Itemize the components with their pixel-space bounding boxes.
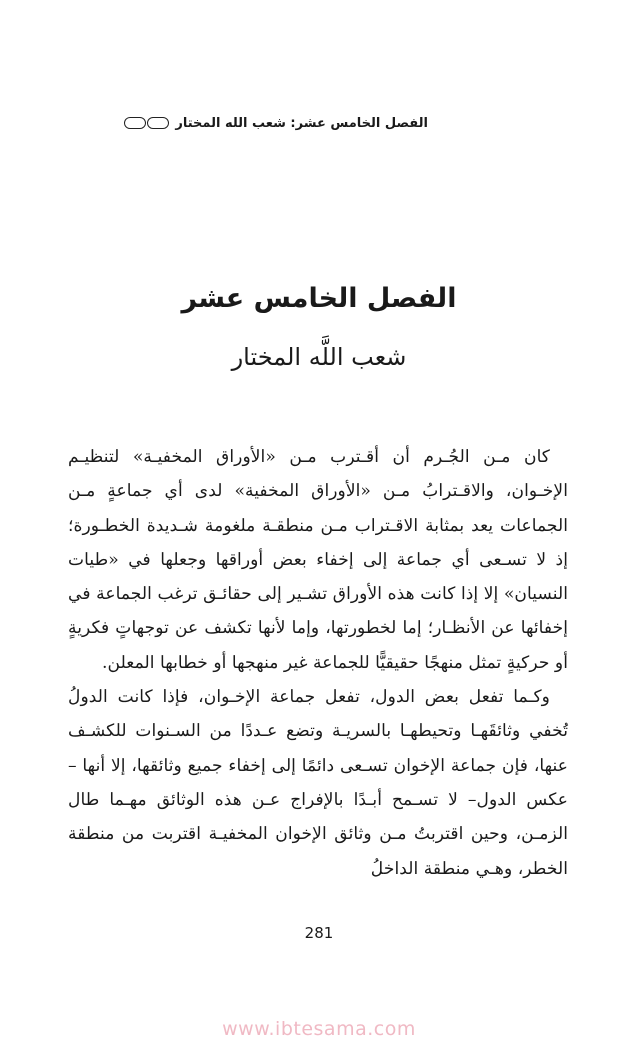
paragraph: كان مـن الجُـرم أن أقـترب مـن «الأوراق المخفيـة» لتنظيـم الإخـوان، والاقـترابُ مـن «الأوراق المخفية» لدى أي جماعةٍ مـن الجماعات يعد بمثابة الاقـتراب مـن منطقـة ملغومة شـديدة الخطـورة؛ إذ لا تسـعى أي جماعة إلى إخفاء بعض أوراقها وجعلها في «طيات النسيان» إلا إذا كانت هذه الأوراق تشـير إلى حقائـق ترغب الجماعة في إخفائها عن الأنظـار؛ إما لخطورتها، وإما لأنها تكشف عن توجهاتٍ فكريةٍ أو حركيةٍ تمثل منهجًا حقيقيًّا للجماعة غير منهجها أو خطابها المعلن.: [68, 447, 568, 673]
paragraph: وكـما تفعل بعض الدول، تفعل جماعة الإخـوان، فإذا كانت الدولُ تُخفي وثائقَهـا وتحيطهـا بالسريـة وتضع عـددًا من السـنوات للكشـف عنها، فإن جماعة الإخوان تسـعى دائمًا إلى إخفاء جميع وثائقها، إلا أنها – عكس الدول– لا تسـمح أبـدًا بالإفراج عـن هذه الوثائق مهـما طال الزمـن، وحين اقتربتُ مـن وثائق الإخوان المخفيـة اقتربت من منطقة الخطر، وهـي منطقة الداخلُ: [68, 687, 568, 879]
running-header-title: الفصل الخامس عشر: شعب الله المختار: [175, 115, 428, 131]
page-number: 281: [304, 924, 334, 942]
chapter-subtitle: شعب اللَّه المختار: [231, 343, 407, 371]
chapter-title: الفصل الخامس عشر: [181, 283, 457, 314]
running-header: [98, 112, 428, 134]
header-ornament: [124, 117, 169, 129]
header-ornament-pill: [124, 117, 146, 129]
watermark-link[interactable]: www.ibtesama.com: [222, 1018, 416, 1040]
body-text: [68, 440, 568, 886]
header-ornament-pill: [147, 117, 169, 129]
